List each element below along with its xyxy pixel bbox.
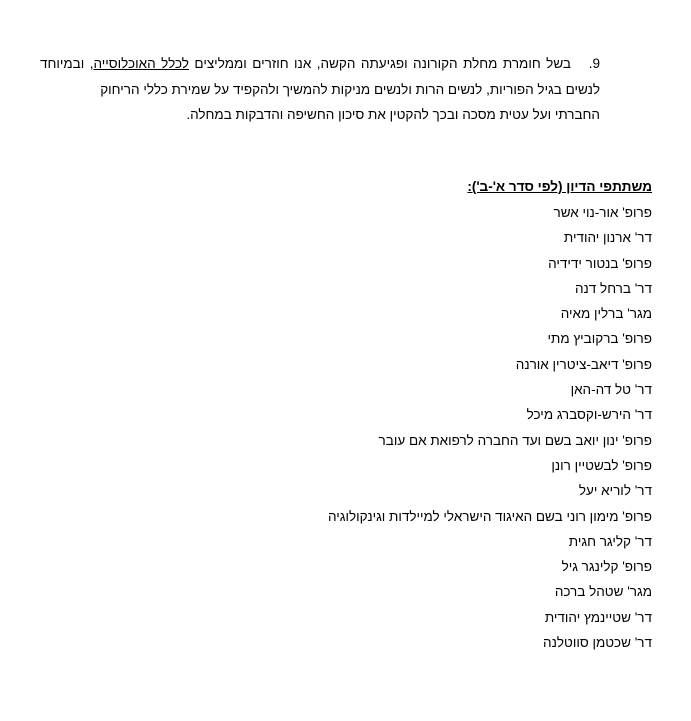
participant-item: דר' קליגר חגית — [568, 533, 652, 549]
paragraph-line-1-text — [40, 51, 571, 77]
recommendation-paragraph — [40, 51, 600, 128]
participant-item: פרופ' בנטור ידידיה — [548, 255, 652, 271]
participant-item: פרופ' ברקוביץ מתי — [547, 331, 652, 347]
participants-heading: משתתפי הדיון (לפי סדר א'-ב'): — [467, 179, 652, 194]
paragraph-line-3: החברתי ועל עטית מסכה ובכך להקטין את סיכון החשיפה והדבקות במחלה. — [186, 107, 600, 122]
participant-item: פרופ' קלינגר גיל — [561, 559, 652, 575]
participant-item: דר' ארנון יהודית — [563, 230, 652, 246]
participant-item: פרופ' אור-נוי אשר — [553, 205, 652, 220]
participant-item: פרופ' ינון יואב בשם ועד החברה לרפואת אם עובר — [378, 432, 652, 448]
participants-list — [328, 200, 652, 655]
participant-item: פרופ' מימון רוני בשם האיגוד הישראלי למיילדות וגינקולוגיה — [327, 508, 652, 524]
paragraph-line-1 — [40, 51, 600, 77]
participant-item: דר' טל דה-האן — [570, 382, 652, 398]
underlined-phrase: לכלל האוכלוסייה — [93, 56, 189, 71]
participant-item: דר' שטיינמץ יהודית — [544, 609, 652, 625]
paragraph-line-2: לנשים בגיל הפוריות, לנשים הרות ולנשים מניקות להמשיך ולהקפיד על שמירת כללי הריחוק — [100, 81, 600, 97]
participant-item: פרופ' דיאב-ציטרין אורנה — [515, 356, 652, 372]
participant-item: דר' שכטמן סווטלנה — [543, 635, 652, 651]
paragraph-line-1-start: בשל חומרת מחלת הקורונה ופגיעתה הקשה, אנו חוזרים וממליצים — [188, 56, 571, 71]
participant-item: דר' לוריא יעל — [578, 483, 652, 499]
participant-item: דר' הירש-וקסברג מיכל — [526, 407, 652, 423]
participant-item: מגר' שטהל ברכה — [554, 584, 652, 600]
paragraph-line-1-end: , ובמיוחד — [40, 56, 94, 71]
paragraph-number: 9. — [588, 56, 600, 71]
participant-item: מגר' ברלין מאיה — [560, 306, 652, 322]
participant-item: דר' ברחל דנה — [575, 280, 652, 296]
participant-item: פרופ' לבשטיין רונן — [551, 457, 652, 473]
